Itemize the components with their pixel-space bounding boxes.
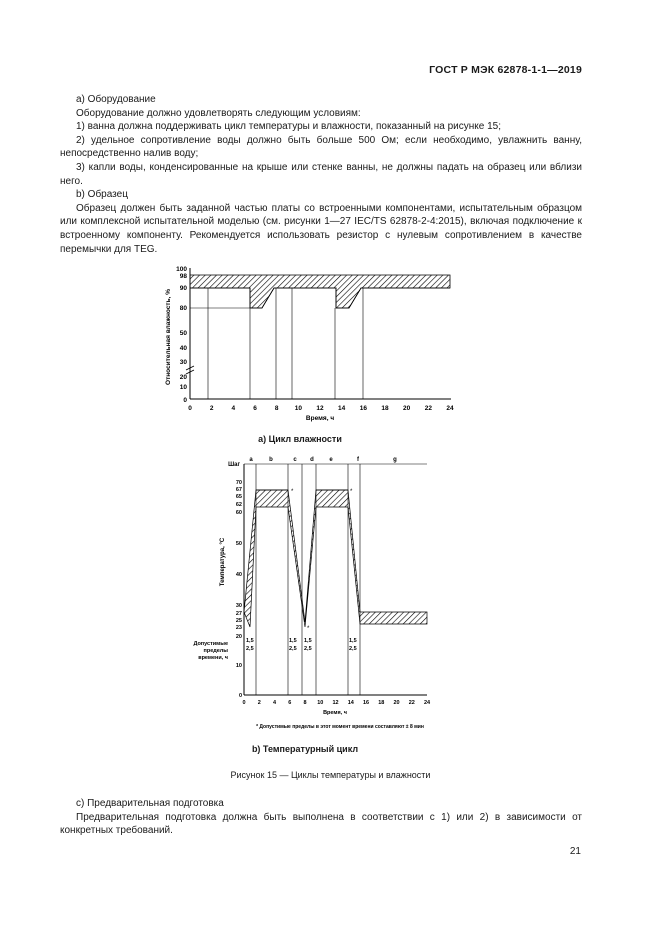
y-tick: 10 xyxy=(179,384,187,391)
paragraph: Образец должен быть заданной частью платы со встроенными компонентами, испытательным образцом или комплексной испытательной моделью (см. рисунки 1—27 IEC/TS 62878-2-4:2015), включая подключение к встроенному компоненту. Рекомендуется использовать резистор с нулевым сопротивлением в качестве перемычки для TEG. xyxy=(60,202,582,255)
x-tick: 14 xyxy=(347,700,354,706)
x-tick: 22 xyxy=(408,700,415,706)
x-tick: 24 xyxy=(423,700,431,706)
tol-value: 2,5 xyxy=(349,646,357,652)
step-c: c xyxy=(293,457,297,463)
y-tick: 23 xyxy=(235,625,242,631)
y-axis-label: Температура, °C xyxy=(220,537,226,587)
y-tick: 80 xyxy=(179,305,187,312)
x-tick: 18 xyxy=(381,405,389,412)
body-text xyxy=(60,93,582,256)
x-tick: 14 xyxy=(338,405,346,412)
y-tick: 40 xyxy=(235,572,242,578)
tol-value: 2,5 xyxy=(289,646,297,652)
step-d: d xyxy=(310,457,314,463)
humidity-chart xyxy=(150,262,470,432)
x-tick: 8 xyxy=(274,405,279,412)
x-tick: 0 xyxy=(242,700,246,706)
paragraph: Оборудование должно удовлетворять следующим условиям: xyxy=(76,107,361,119)
tol-value: 2,5 xyxy=(304,646,312,652)
x-tick: 16 xyxy=(359,405,367,412)
star-mark: * xyxy=(307,626,310,632)
x-tick: 6 xyxy=(288,700,292,706)
step-label: Шаг xyxy=(228,462,240,468)
step-e: e xyxy=(329,457,333,463)
y-tick: 62 xyxy=(235,502,242,508)
y-tick: 40 xyxy=(179,345,187,352)
subcaption-b: b) Температурный цикл xyxy=(251,744,359,754)
y-tick: 50 xyxy=(235,541,242,547)
paragraph: b) Образец xyxy=(76,189,128,201)
paragraph: Предварительная подготовка должна быть выполнена в соответствии с 1) или 2) в зависимости от конкретных требований. xyxy=(60,811,582,837)
paragraph: 1) ванна должна поддерживать цикл температуры и влажности, показанный на рисунке 15; xyxy=(76,121,501,133)
body-text-2 xyxy=(60,797,582,838)
tol-value: 1,5 xyxy=(349,638,357,644)
y-tick: 70 xyxy=(235,480,242,486)
x-tick: 12 xyxy=(332,700,339,706)
x-tick: 0 xyxy=(188,405,192,412)
x-tick: 20 xyxy=(393,700,400,706)
x-tick: 20 xyxy=(403,405,411,412)
paragraph: а) Оборудование xyxy=(76,94,156,105)
x-tick: 12 xyxy=(316,405,324,412)
y-tick: 25 xyxy=(235,618,242,624)
x-tick: 16 xyxy=(362,700,370,706)
step-f: f xyxy=(357,457,359,463)
tolerance-label: времени, ч xyxy=(198,655,228,661)
tol-value: 1,5 xyxy=(246,638,254,644)
step-g: g xyxy=(393,457,397,463)
step-b: b xyxy=(269,457,273,463)
chart-note: * Допустимые пределы в этот момент времени составляют ± 8 мин xyxy=(256,724,424,730)
tol-value: 1,5 xyxy=(289,638,297,644)
y-tick: 65 xyxy=(235,494,242,500)
y-tick: 27 xyxy=(235,611,242,617)
x-tick: 2 xyxy=(209,405,214,412)
y-tick: 10 xyxy=(235,663,242,669)
x-tick: 18 xyxy=(378,700,385,706)
y-tick: 98 xyxy=(179,273,187,280)
star-mark: * xyxy=(291,489,294,495)
y-tick: 30 xyxy=(235,603,242,609)
star-mark: * xyxy=(350,489,353,495)
temperature-chart xyxy=(190,452,450,732)
y-axis-label: Относительная влажность, % xyxy=(165,289,172,385)
tolerance-label: Допустимые xyxy=(193,641,228,647)
y-tick: 100 xyxy=(176,266,187,273)
x-tick: 2 xyxy=(257,700,261,706)
x-tick: 8 xyxy=(303,700,307,706)
x-tick: 24 xyxy=(446,405,454,412)
tol-value: 2,5 xyxy=(246,646,254,652)
y-tick: 0 xyxy=(238,693,242,699)
paragraph: 3) капли воды, конденсированные на крыше или стенке ванны, не должны падать на образец или вблизи него. xyxy=(60,161,582,187)
step-a: a xyxy=(249,457,253,463)
x-tick: 6 xyxy=(253,405,257,412)
y-tick: 0 xyxy=(183,397,187,404)
tol-value: 1,5 xyxy=(304,638,312,644)
paragraph: 2) удельное сопротивление воды должно быть больше 500 Ом; если необходимо, увлажнить ванну, непосредственно налив воду; xyxy=(60,134,582,160)
document-header: ГОСТ Р МЭК 62878-1-1—2019 xyxy=(429,64,582,76)
subcaption-a: а) Цикл влажности xyxy=(258,434,342,444)
x-tick: 10 xyxy=(317,700,324,706)
y-tick: 50 xyxy=(179,330,187,337)
y-tick: 60 xyxy=(235,510,242,516)
paragraph: с) Предварительная подготовка xyxy=(76,798,224,809)
x-tick: 22 xyxy=(424,405,432,412)
x-axis-label: Время, ч xyxy=(305,415,335,422)
y-tick: 30 xyxy=(179,359,187,366)
page-number: 21 xyxy=(569,846,581,857)
x-tick: 10 xyxy=(294,405,302,412)
y-tick: 67 xyxy=(235,487,242,493)
x-tick: 4 xyxy=(231,405,236,412)
x-axis-label: Время, ч xyxy=(323,710,347,716)
y-tick: 20 xyxy=(235,634,242,640)
y-tick: 90 xyxy=(179,285,187,292)
x-tick: 4 xyxy=(272,700,277,706)
figure-caption: Рисунок 15 — Циклы температуры и влажности xyxy=(230,770,431,780)
y-tick: 20 xyxy=(179,374,187,381)
tolerance-label: пределы xyxy=(203,648,228,654)
